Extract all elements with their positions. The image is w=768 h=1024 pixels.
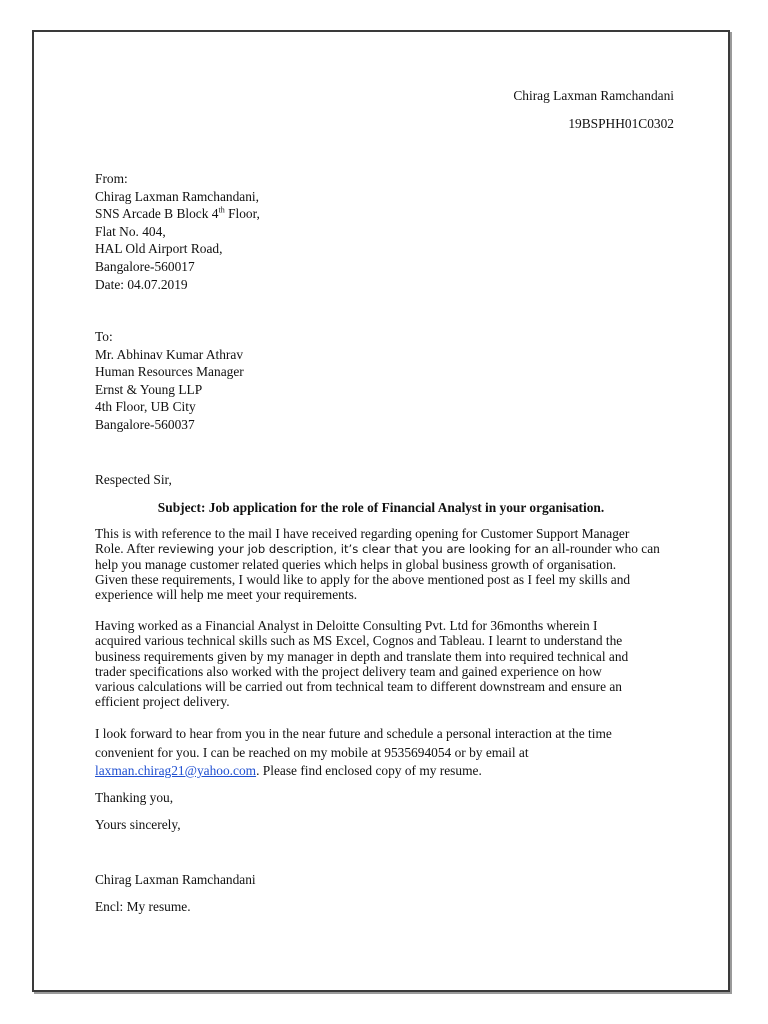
paragraph-2: [95, 618, 695, 710]
to-city: Bangalore-560037: [95, 416, 195, 432]
from-name: Chirag Laxman Ramchandani,: [95, 188, 259, 204]
closing-thanks: Thanking you,: [95, 790, 174, 805]
header-id: 19BSPHH01C0302: [568, 116, 674, 131]
from-address-line-2: Flat No. 404,: [95, 223, 166, 239]
paragraph-3-line-2: convenient for you. I can be reached on my mobile at 9535694054 or by email at: [95, 744, 529, 760]
paragraph-2-line-3: business requirements given by my manager in depth and translate them into required technical and: [95, 648, 629, 664]
to-label: To:: [95, 329, 113, 344]
to-name: Mr. Abhinav Kumar Athrav: [95, 346, 244, 362]
paragraph-1-line-5: experience will help me meet your requirements.: [95, 587, 358, 603]
email-link[interactable]: laxman.chirag21@yahoo.com: [95, 763, 257, 778]
salutation: Respected Sir,: [95, 472, 172, 487]
paragraph-1-line-3: help you manage customer related queries which helps in global business growth of organisation.: [95, 556, 617, 572]
to-title: Human Resources Manager: [95, 364, 244, 380]
closing-sincerely: Yours sincerely,: [95, 817, 181, 832]
from-block: [95, 170, 260, 293]
paragraph-1-line-2: Role. After reviewing your job description, it’s clear that you are looking for an all-rounder who can: [95, 541, 660, 557]
signature-name: Chirag Laxman Ramchandani: [95, 872, 256, 887]
paragraph-3-line-3: laxman.chirag21@yahoo.com. Please find enclosed copy of my resume.: [95, 763, 482, 778]
subject-line: Subject: Job application for the role of Financial Analyst in your organisation.: [157, 500, 605, 515]
enclosure-note: Encl: My resume.: [95, 899, 191, 914]
letter-date: Date: 04.07.2019: [95, 276, 188, 292]
paragraph-1-line-1: This is with reference to the mail I have received regarding opening for Customer Support Manager: [95, 526, 630, 541]
paragraph-2-line-1: Having worked as a Financial Analyst in Deloitte Consulting Pvt. Ltd for 36months wherein I: [95, 618, 598, 633]
from-address-line-1: SNS Arcade B Block 4th Floor,: [95, 205, 260, 222]
paragraph-2-line-2: acquired various technical skills such as MS Excel, Cognos and Tableau. I learnt to understand the: [95, 633, 623, 649]
paragraph-3: [95, 725, 695, 781]
header-name: Chirag Laxman Ramchandani: [513, 88, 674, 103]
to-address: 4th Floor, UB City: [95, 399, 196, 415]
from-label: From:: [95, 171, 128, 186]
letter-page: [32, 30, 730, 992]
to-company: Ernst & Young LLP: [95, 381, 203, 397]
paragraph-2-line-6: efficient project delivery.: [95, 694, 230, 710]
from-city: Bangalore-560017: [95, 258, 195, 274]
paragraph-1: [95, 526, 695, 602]
from-address-line-3: HAL Old Airport Road,: [95, 241, 223, 257]
paragraph-2-line-5: various calculations will be carried out from technical team to different downstream and ensure an: [95, 679, 623, 695]
paragraph-3-line-1: I look forward to hear from you in the near future and schedule a personal interaction at the time: [95, 726, 612, 741]
paragraph-2-line-4: trader specifications also worked with the project delivery team and gained experience on how: [95, 663, 602, 679]
to-block: [95, 328, 244, 434]
paragraph-1-line-4: Given these requirements, I would like to apply for the above mentioned post as I feel my skills and: [95, 571, 631, 587]
